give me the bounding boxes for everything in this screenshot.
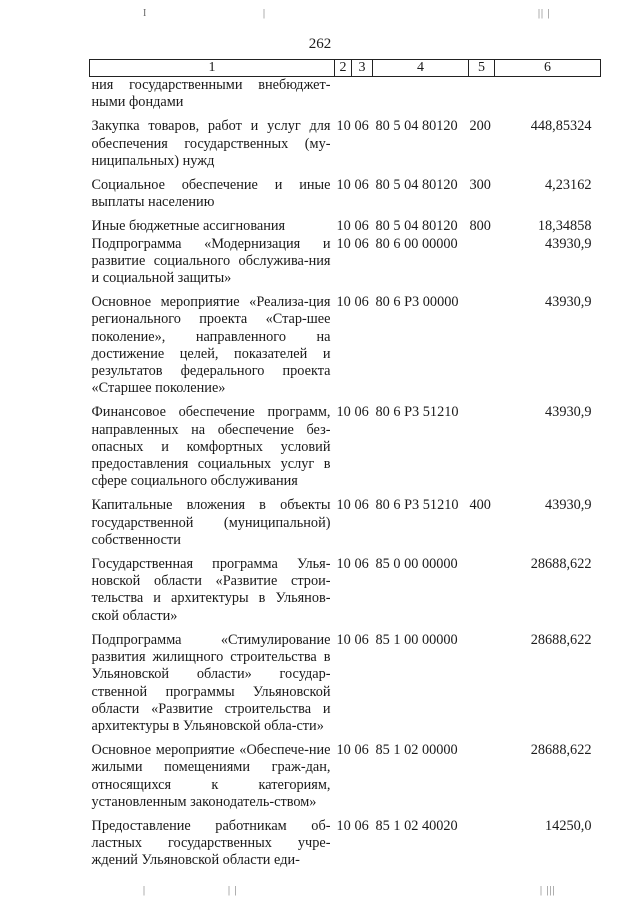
table-row xyxy=(90,490,601,549)
row-target-code xyxy=(373,77,469,112)
row-expense-type: 800 xyxy=(469,218,491,235)
row-target-code: 80 6 Р3 51210 xyxy=(375,497,459,514)
row-target-code: 85 1 02 00000 xyxy=(375,742,458,759)
table-header xyxy=(90,60,601,77)
header-col-3: 3 xyxy=(352,60,373,77)
row-name: Социальное обеспечение и иные выплаты населению xyxy=(91,177,331,211)
scan-mark-top-mid: | xyxy=(263,8,267,19)
row-expense-type xyxy=(469,549,495,625)
header-row xyxy=(90,60,601,77)
row-expense-type: 400 xyxy=(469,497,491,514)
row-subsection: 06 xyxy=(354,118,369,135)
row-target-code: 85 1 00 00000 xyxy=(375,631,458,648)
scan-mark-bottom-right: | ||| xyxy=(540,885,556,896)
row-amount: 43930,9 xyxy=(545,235,592,252)
header-col-6: 6 xyxy=(495,60,601,77)
header-col-1: 1 xyxy=(90,60,335,77)
table-row xyxy=(90,811,601,870)
scan-mark-top-right: || | xyxy=(538,8,551,19)
scan-mark-top-left: I xyxy=(143,8,148,19)
row-chapter xyxy=(335,77,352,112)
row-chapter: 10 xyxy=(336,294,351,311)
row-amount: 18,34858 xyxy=(537,218,592,235)
table-row xyxy=(90,625,601,735)
row-target-code: 80 5 04 80120 xyxy=(375,118,458,135)
table-body xyxy=(90,77,601,870)
row-chapter: 10 xyxy=(336,235,351,252)
row-amount: 28688,622 xyxy=(530,742,592,759)
row-subsection: 06 xyxy=(354,294,369,311)
row-name: Финансовое обеспечение программ, направленных на обеспечение без-опасных и комфортных условий предоставления социальных услуг в сфере социального обслуживания xyxy=(91,404,331,490)
scan-mark-bottom-mid: | | xyxy=(228,885,238,896)
row-chapter: 10 xyxy=(336,497,351,514)
row-target-code: 80 6 Р3 51210 xyxy=(375,404,459,421)
row-target-code: 85 1 02 40020 xyxy=(375,817,458,834)
row-target-code: 80 6 00 00000 xyxy=(375,235,458,252)
row-expense-type: 200 xyxy=(469,118,491,135)
row-amount: 4,23162 xyxy=(545,177,592,194)
row-amount: 28688,622 xyxy=(530,556,592,573)
row-amount: 43930,9 xyxy=(545,294,592,311)
budget-table xyxy=(89,59,601,870)
row-chapter: 10 xyxy=(336,404,351,421)
row-target-code: 80 5 04 80120 xyxy=(375,218,458,235)
row-amount: 448,85324 xyxy=(530,118,592,135)
row-amount: 28688,622 xyxy=(530,631,592,648)
row-target-code: 85 0 00 00000 xyxy=(375,556,458,573)
row-chapter: 10 xyxy=(336,631,351,648)
table-row xyxy=(90,397,601,490)
header-col-2: 2 xyxy=(335,60,352,77)
row-name: Предоставление работникам об-ластных государственных учре-ждений Ульяновской области еди- xyxy=(91,817,331,869)
header-col-5: 5 xyxy=(469,60,495,77)
table-row xyxy=(90,549,601,625)
table-row xyxy=(90,111,601,170)
row-name: Государственная программа Улья-новской области «Развитие строи-тельства и архитектуры в Ульянов-ской области» xyxy=(91,556,331,624)
row-expense-type xyxy=(469,735,495,811)
table-row xyxy=(90,287,601,397)
row-amount xyxy=(495,77,601,112)
row-subsection: 06 xyxy=(354,742,369,759)
table-row xyxy=(90,236,601,288)
row-subsection xyxy=(352,77,373,112)
row-expense-type xyxy=(469,77,495,112)
row-expense-type xyxy=(469,287,495,397)
row-subsection: 06 xyxy=(354,631,369,648)
row-expense-type xyxy=(469,811,495,870)
row-name: Капитальные вложения в объекты государственной (муниципальной) собственности xyxy=(91,497,331,548)
table-row xyxy=(90,170,601,211)
header-col-4: 4 xyxy=(373,60,469,77)
row-name: Подпрограмма «Модернизация и развитие социального обслужива-ния и социальной защиты» xyxy=(91,235,331,287)
table-row xyxy=(90,77,601,112)
row-amount: 43930,9 xyxy=(545,404,592,421)
row-amount: 43930,9 xyxy=(545,497,592,514)
row-chapter: 10 xyxy=(336,218,351,235)
row-name: Основное мероприятие «Обеспече-ние жилыми помещениями граж-дан, относящихся к категориям, установленным законодатель-ством» xyxy=(91,742,331,810)
table-row xyxy=(90,211,601,235)
page-number: 262 xyxy=(308,36,332,52)
row-expense-type xyxy=(469,625,495,735)
row-subsection: 06 xyxy=(354,404,369,421)
row-chapter: 10 xyxy=(336,742,351,759)
row-chapter: 10 xyxy=(336,177,351,194)
row-target-code: 80 5 04 80120 xyxy=(375,177,458,194)
row-name: ния государственными внебюджет-ными фондами xyxy=(91,77,331,111)
row-chapter: 10 xyxy=(336,556,351,573)
scan-mark-bottom-left: | xyxy=(143,885,147,896)
row-chapter: 10 xyxy=(336,118,351,135)
row-expense-type xyxy=(469,397,495,490)
row-subsection: 06 xyxy=(354,218,369,235)
row-name: Основное мероприятие «Реализа-ция регионального проекта «Стар-шее поколение», направленного на достижение целей, показателей и результатов федерального проекта «Старшее поколение» xyxy=(91,294,331,397)
row-subsection: 06 xyxy=(354,235,369,252)
row-amount: 14250,0 xyxy=(545,817,592,834)
row-subsection: 06 xyxy=(354,177,369,194)
row-subsection: 06 xyxy=(354,817,369,834)
row-chapter: 10 xyxy=(336,817,351,834)
row-subsection: 06 xyxy=(354,497,369,514)
row-name: Подпрограмма «Стимулирование развития жилищного строительства в Ульяновской области» государ-ственной программы Ульяновской области «Развитие строительства и архитектуры в Ульяновской обла-сти» xyxy=(91,631,331,734)
row-target-code: 80 6 Р3 00000 xyxy=(375,294,459,311)
row-subsection: 06 xyxy=(354,556,369,573)
row-expense-type: 300 xyxy=(469,177,491,194)
row-name: Иные бюджетные ассигнования xyxy=(91,218,286,235)
table-row xyxy=(90,735,601,811)
row-name: Закупка товаров, работ и услуг для обеспечения государственных (му-ниципальных) нужд xyxy=(91,118,331,169)
row-expense-type xyxy=(469,236,495,288)
